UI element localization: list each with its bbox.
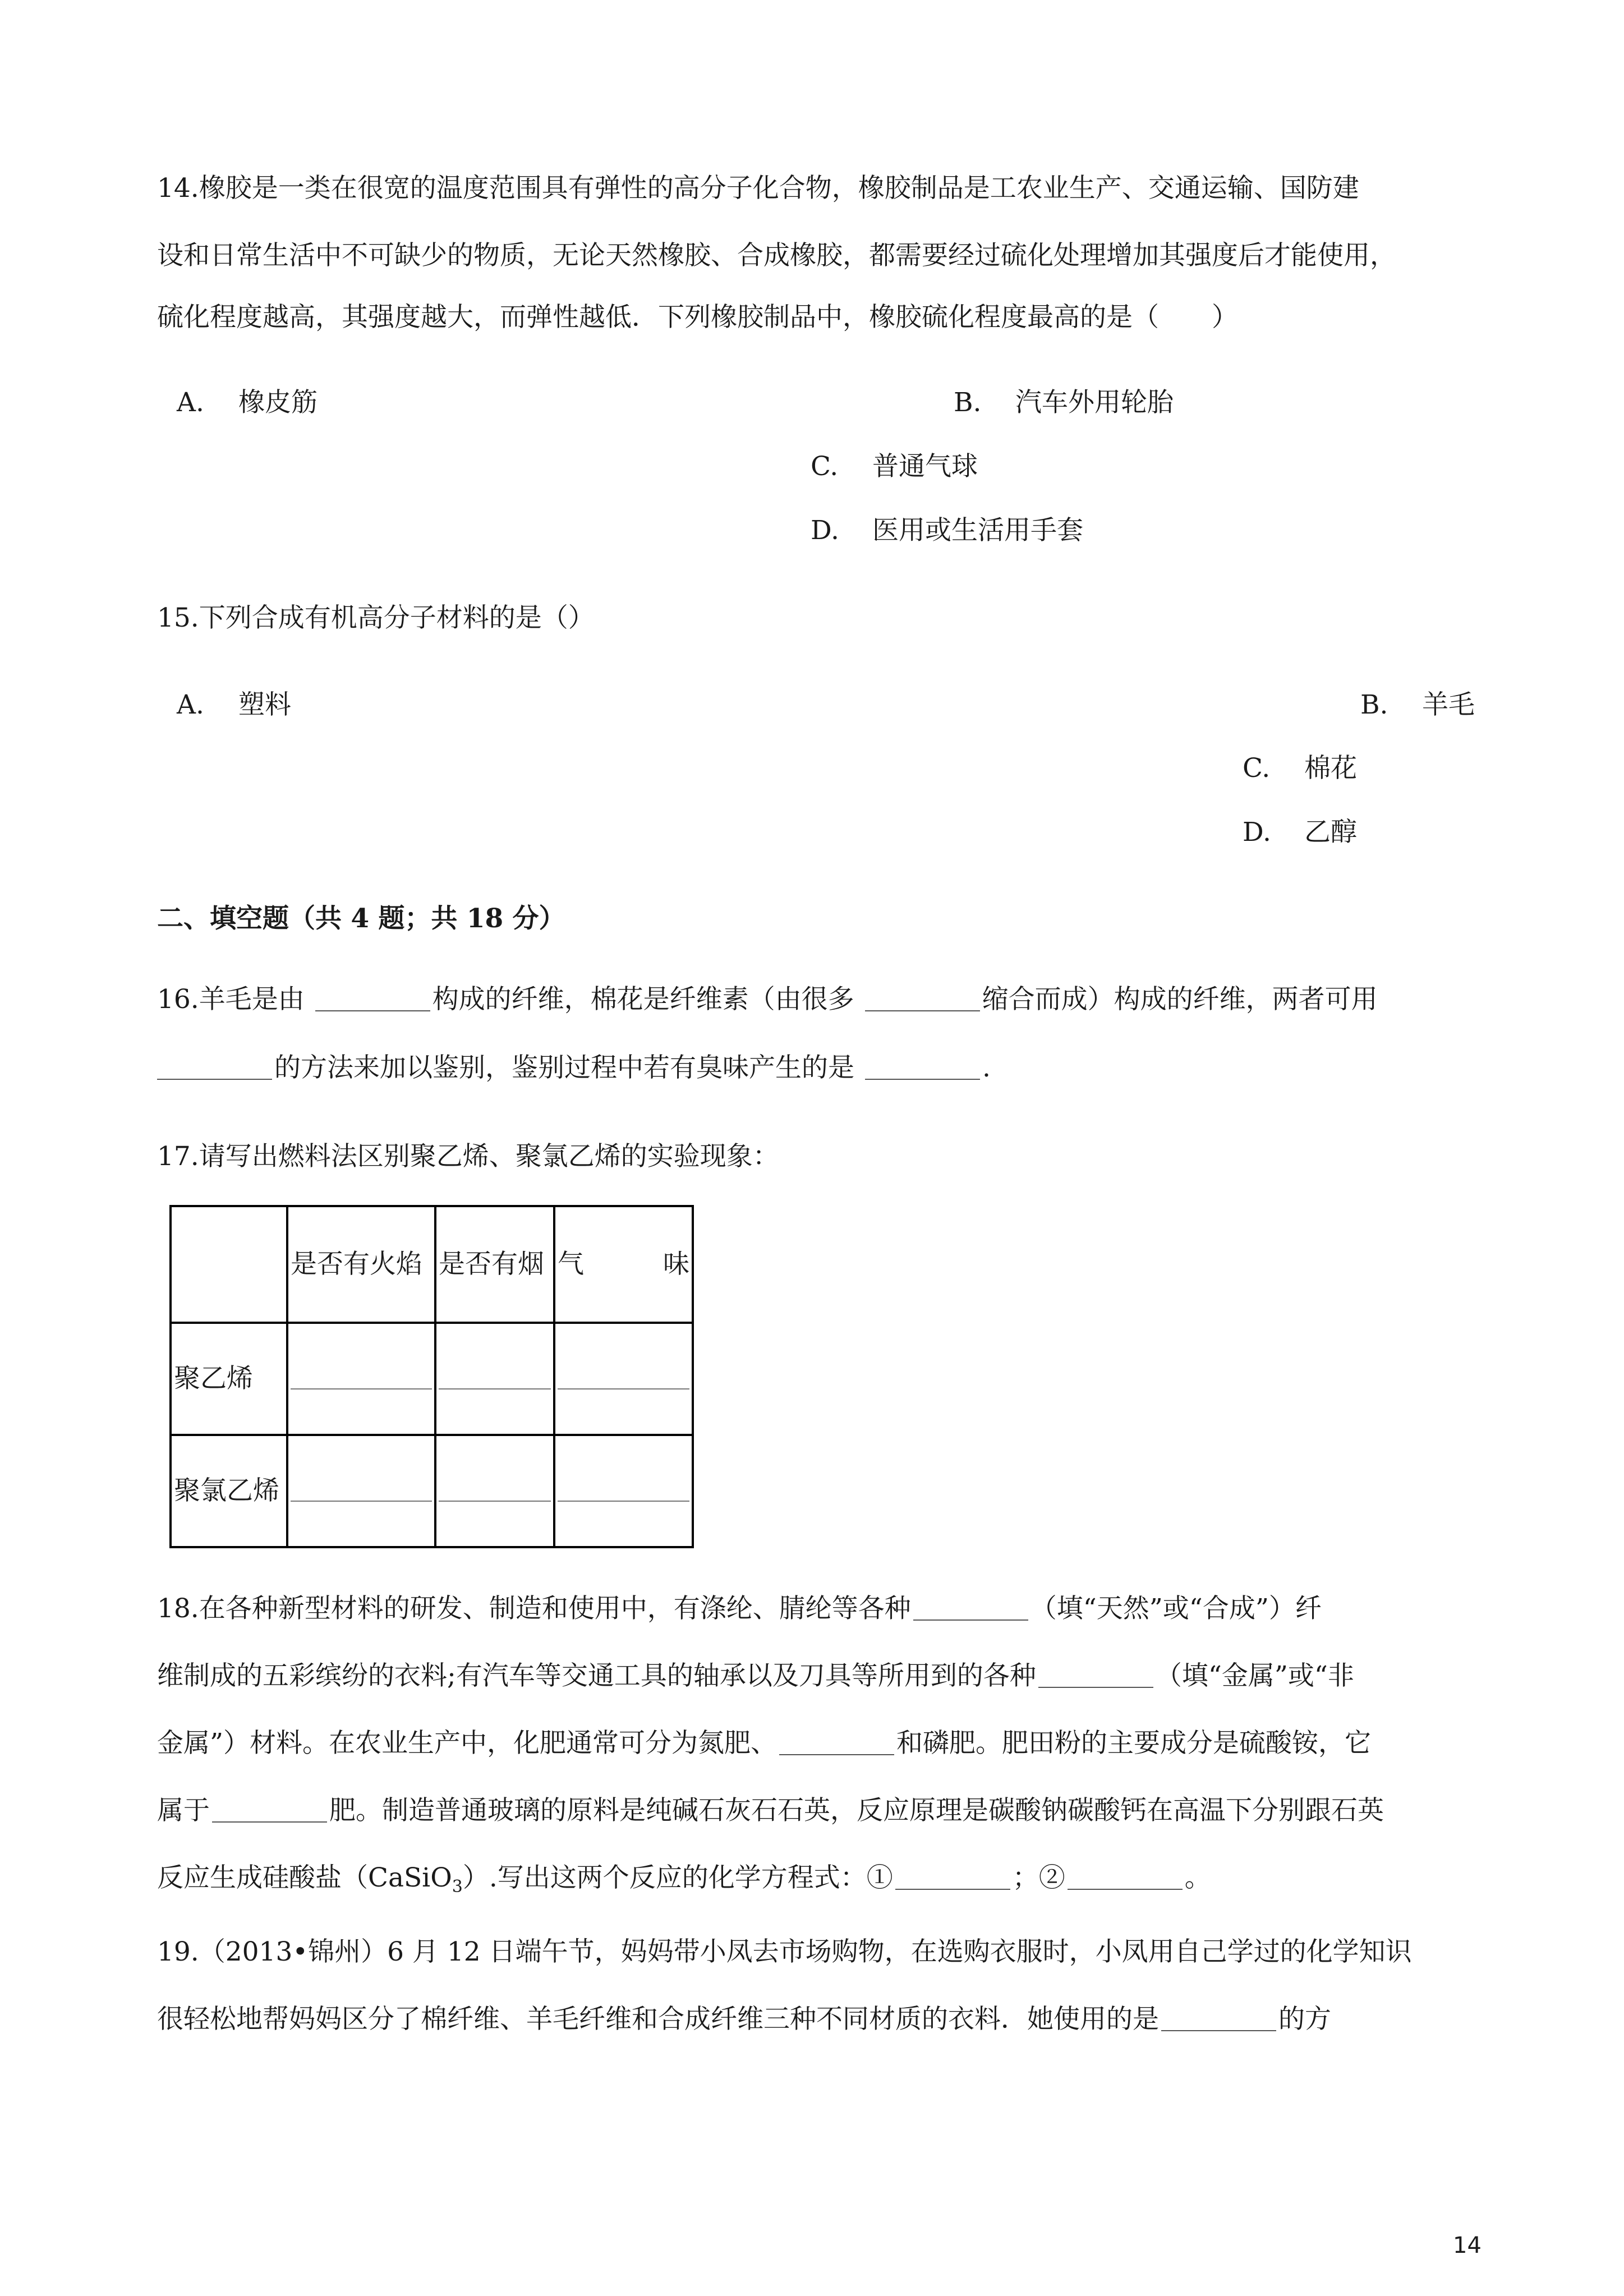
q18-line-4 — [157, 1793, 1384, 1829]
answer-blank[interactable] — [895, 1864, 1010, 1890]
page-number: 14 — [1453, 2233, 1482, 2258]
answer-blank[interactable] — [1068, 1864, 1183, 1890]
answer-blank[interactable] — [1038, 1662, 1153, 1688]
q19-line-1: 19.（2013•锦州）6 月 12 日端午节，妈妈带小凤去市场购物，在选购衣服时，小凤用自己学过的化学知识 — [157, 1936, 1412, 1967]
q18-text: 18.在各种新型材料的研发、制造和使用中，有涤纶、腈纶等各种 — [157, 1593, 911, 1624]
answer-blank[interactable] — [779, 1729, 894, 1755]
option-letter: B. — [954, 387, 982, 418]
q18-text: ）.写出这两个反应的化学方程式：① — [462, 1862, 893, 1893]
option-letter: A. — [177, 689, 204, 720]
table-cell — [435, 1323, 554, 1435]
answer-blank[interactable] — [865, 986, 980, 1011]
answer-blank[interactable] — [439, 1501, 551, 1502]
q19-text: 的方 — [1278, 2004, 1331, 2035]
answer-blank[interactable] — [1161, 2005, 1276, 2031]
answer-blank[interactable] — [315, 986, 430, 1011]
q16-text: 的方法来加以鉴别，鉴别过程中若有臭味产生的是 — [274, 1052, 863, 1083]
q18-line-5 — [157, 1860, 1211, 1905]
table-header-row — [171, 1206, 693, 1323]
q18-line-1 — [157, 1591, 1322, 1627]
option-text: 普通气球 — [872, 451, 978, 482]
option-text: 塑料 — [238, 689, 291, 720]
table-row — [171, 1435, 693, 1547]
q14-option-a — [177, 385, 318, 421]
q18-text: 。 — [1184, 1862, 1211, 1893]
option-letter: C. — [1243, 753, 1271, 784]
q16-text: 构成的纤维，棉花是纤维素（由很多 — [432, 984, 863, 1015]
row-label: 聚乙烯 — [171, 1323, 287, 1435]
option-letter: A. — [177, 387, 204, 418]
q18-text: （填“金属”或“非 — [1155, 1660, 1354, 1691]
option-text: 乙醇 — [1304, 817, 1357, 848]
q18-text: 维制成的五彩缤纷的衣料;有汽车等交通工具的轴承以及刀具等所用到的各种 — [157, 1660, 1036, 1691]
table-cell — [287, 1323, 435, 1435]
q18-text: 和磷肥。肥田粉的主要成分是硫酸铵，它 — [896, 1728, 1372, 1759]
answer-blank[interactable] — [291, 1501, 432, 1502]
q14-option-b — [954, 385, 1174, 421]
q16-line-1 — [157, 982, 1378, 1018]
table-row — [171, 1323, 693, 1435]
q16-text: 缩合而成）构成的纤维，两者可用 — [982, 984, 1378, 1015]
comparison-table — [169, 1205, 694, 1548]
answer-blank[interactable] — [913, 1595, 1028, 1621]
q14-option-d — [811, 513, 1083, 549]
q15-option-d — [1243, 815, 1357, 850]
option-text: 橡皮筋 — [238, 387, 318, 418]
q16-text: 16.羊毛是由 — [157, 984, 313, 1015]
q14-option-c — [811, 449, 978, 485]
section-heading: 二、填空题（共 4 题；共 18 分） — [157, 903, 565, 934]
table-cell — [287, 1435, 435, 1547]
q16-text: . — [982, 1052, 991, 1083]
q14-line-2: 设和日常生活中不可缺少的物质，无论天然橡胶、合成橡胶，都需要经过硫化处理增加其强度后才能使用， — [157, 240, 1396, 271]
answer-blank[interactable] — [291, 1388, 432, 1389]
q18-text: 属于 — [157, 1795, 210, 1826]
option-letter: D. — [1243, 817, 1271, 848]
table-header-cell: 是否有火焰 — [287, 1206, 435, 1323]
q18-line-3 — [157, 1726, 1371, 1761]
option-letter: D. — [811, 515, 839, 546]
q18-text: 肥。制造普通玻璃的原料是纯碱石灰石石英，反应原理是碳酸钠碳酸钙在高温下分别跟石英 — [329, 1795, 1384, 1826]
q18-text: （填“天然”或“合成”）纤 — [1030, 1593, 1322, 1624]
q18-text: 反应生成硅酸盐（CaSiO — [157, 1862, 452, 1893]
q15-option-c — [1243, 751, 1357, 786]
table-header-cell: 气 味 — [554, 1206, 693, 1323]
q19-text: 很轻松地帮妈妈区分了棉纤维、羊毛纤维和合成纤维三种不同材质的衣料．她使用的是 — [157, 2004, 1159, 2035]
q14-line-3: 硫化程度越高，其强度越大，而弹性越低．下列橡胶制品中，橡胶硫化程度最高的是（ ） — [157, 302, 1238, 333]
option-text: 医用或生活用手套 — [872, 515, 1083, 546]
q15-option-a — [177, 687, 291, 723]
answer-blank[interactable] — [865, 1054, 980, 1080]
q18-text: 金属”）材料。在农业生产中，化肥通常可分为氮肥、 — [157, 1728, 778, 1759]
option-letter: B. — [1360, 689, 1388, 720]
table-cell — [435, 1435, 554, 1547]
answer-blank[interactable] — [558, 1388, 689, 1389]
table-cell — [554, 1435, 693, 1547]
table-header-cell — [171, 1206, 287, 1323]
subscript: 3 — [452, 1877, 463, 1897]
table-header-cell: 是否有烟 — [435, 1206, 554, 1323]
q16-line-2 — [157, 1050, 991, 1086]
option-letter: C. — [811, 451, 839, 482]
q15-option-b — [1360, 687, 1475, 723]
q15-stem: 15.下列合成有机高分子材料的是（） — [157, 602, 595, 633]
answer-blank[interactable] — [439, 1388, 551, 1389]
q18-line-2 — [157, 1658, 1354, 1694]
q18-text: ；② — [1012, 1862, 1065, 1893]
row-label: 聚氯乙烯 — [171, 1435, 287, 1547]
option-text: 汽车外用轮胎 — [1015, 387, 1174, 418]
q19-line-2 — [157, 2001, 1331, 2037]
q17-stem: 17.请写出燃料法区别聚乙烯、聚氯乙烯的实验现象： — [157, 1141, 779, 1172]
answer-blank[interactable] — [157, 1054, 272, 1080]
option-text: 棉花 — [1304, 753, 1357, 784]
table-cell — [554, 1323, 693, 1435]
option-text: 羊毛 — [1422, 689, 1475, 720]
answer-blank[interactable] — [212, 1797, 327, 1823]
q14-line-1: 14.橡胶是一类在很宽的温度范围具有弹性的高分子化合物，橡胶制品是工农业生产、交通运输、国防建 — [157, 173, 1359, 204]
answer-blank[interactable] — [558, 1501, 689, 1502]
